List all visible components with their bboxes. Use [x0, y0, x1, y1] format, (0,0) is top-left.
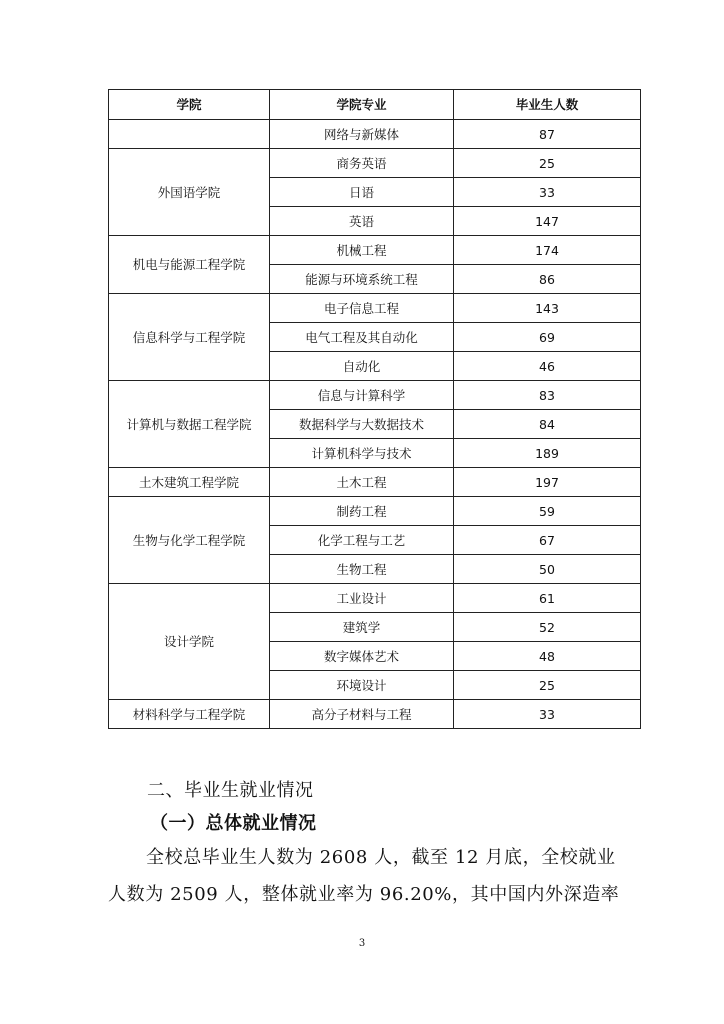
table-row — [109, 381, 641, 410]
graduate-count-cell: 52 — [454, 613, 641, 642]
major-cell: 制药工程 — [270, 497, 454, 526]
major-cell: 化学工程与工艺 — [270, 526, 454, 555]
college-cell: 信息科学与工程学院 — [109, 294, 270, 381]
major-cell: 环境设计 — [270, 671, 454, 700]
major-cell: 机械工程 — [270, 236, 454, 265]
graduate-count-cell: 48 — [454, 642, 641, 671]
college-cell — [109, 120, 270, 149]
major-cell: 自动化 — [270, 352, 454, 381]
header-major: 学院专业 — [270, 90, 454, 120]
major-cell: 网络与新媒体 — [270, 120, 454, 149]
college-cell: 设计学院 — [109, 584, 270, 700]
college-cell: 土木建筑工程学院 — [109, 468, 270, 497]
graduate-count-cell: 59 — [454, 497, 641, 526]
major-cell: 土木工程 — [270, 468, 454, 497]
major-cell: 英语 — [270, 207, 454, 236]
major-cell: 数字媒体艺术 — [270, 642, 454, 671]
major-cell: 能源与环境系统工程 — [270, 265, 454, 294]
table-row — [109, 584, 641, 613]
major-cell: 生物工程 — [270, 555, 454, 584]
major-cell: 建筑学 — [270, 613, 454, 642]
header-graduate-count: 毕业生人数 — [454, 90, 641, 120]
college-cell: 材料科学与工程学院 — [109, 700, 270, 729]
table-header-row — [109, 90, 641, 120]
graduate-count-cell: 33 — [454, 700, 641, 729]
graduate-count-cell: 25 — [454, 671, 641, 700]
table-row — [109, 497, 641, 526]
college-cell: 计算机与数据工程学院 — [109, 381, 270, 468]
table-row — [109, 236, 641, 265]
graduate-count-cell: 61 — [454, 584, 641, 613]
paragraph-line-1: 全校总毕业生人数为 2608 人，截至 12 月底，全校就业 — [146, 847, 616, 868]
graduate-count-cell: 189 — [454, 439, 641, 468]
section-heading: 二、毕业生就业情况 — [147, 780, 314, 801]
graduate-count-cell: 33 — [454, 178, 641, 207]
table-row — [109, 700, 641, 729]
table-row — [109, 149, 641, 178]
graduate-count-cell: 69 — [454, 323, 641, 352]
college-cell: 外国语学院 — [109, 149, 270, 236]
graduate-count-cell: 83 — [454, 381, 641, 410]
table-row — [109, 294, 641, 323]
college-cell: 生物与化学工程学院 — [109, 497, 270, 584]
major-cell: 商务英语 — [270, 149, 454, 178]
graduate-count-cell: 46 — [454, 352, 641, 381]
major-cell: 高分子材料与工程 — [270, 700, 454, 729]
graduate-count-cell: 174 — [454, 236, 641, 265]
major-cell: 日语 — [270, 178, 454, 207]
graduate-count-cell: 87 — [454, 120, 641, 149]
graduate-count-cell: 143 — [454, 294, 641, 323]
graduate-count-cell: 50 — [454, 555, 641, 584]
table-row — [109, 120, 641, 149]
header-college: 学院 — [109, 90, 270, 120]
graduate-count-cell: 25 — [454, 149, 641, 178]
table-body — [109, 120, 641, 729]
graduate-count-cell: 67 — [454, 526, 641, 555]
major-cell: 电子信息工程 — [270, 294, 454, 323]
major-cell: 信息与计算科学 — [270, 381, 454, 410]
major-cell: 电气工程及其自动化 — [270, 323, 454, 352]
major-cell: 数据科学与大数据技术 — [270, 410, 454, 439]
college-cell: 机电与能源工程学院 — [109, 236, 270, 294]
graduate-count-cell: 147 — [454, 207, 641, 236]
paragraph-line-2: 人数为 2509 人，整体就业率为 96.20%，其中国内外深造率 — [108, 884, 620, 905]
section-subheading: （一）总体就业情况 — [150, 813, 317, 834]
graduate-count-table — [108, 89, 641, 729]
graduate-count-cell: 197 — [454, 468, 641, 497]
page-number: 3 — [358, 938, 366, 949]
graduate-count-cell: 86 — [454, 265, 641, 294]
major-cell: 计算机科学与技术 — [270, 439, 454, 468]
graduate-count-cell: 84 — [454, 410, 641, 439]
major-cell: 工业设计 — [270, 584, 454, 613]
table-row — [109, 468, 641, 497]
